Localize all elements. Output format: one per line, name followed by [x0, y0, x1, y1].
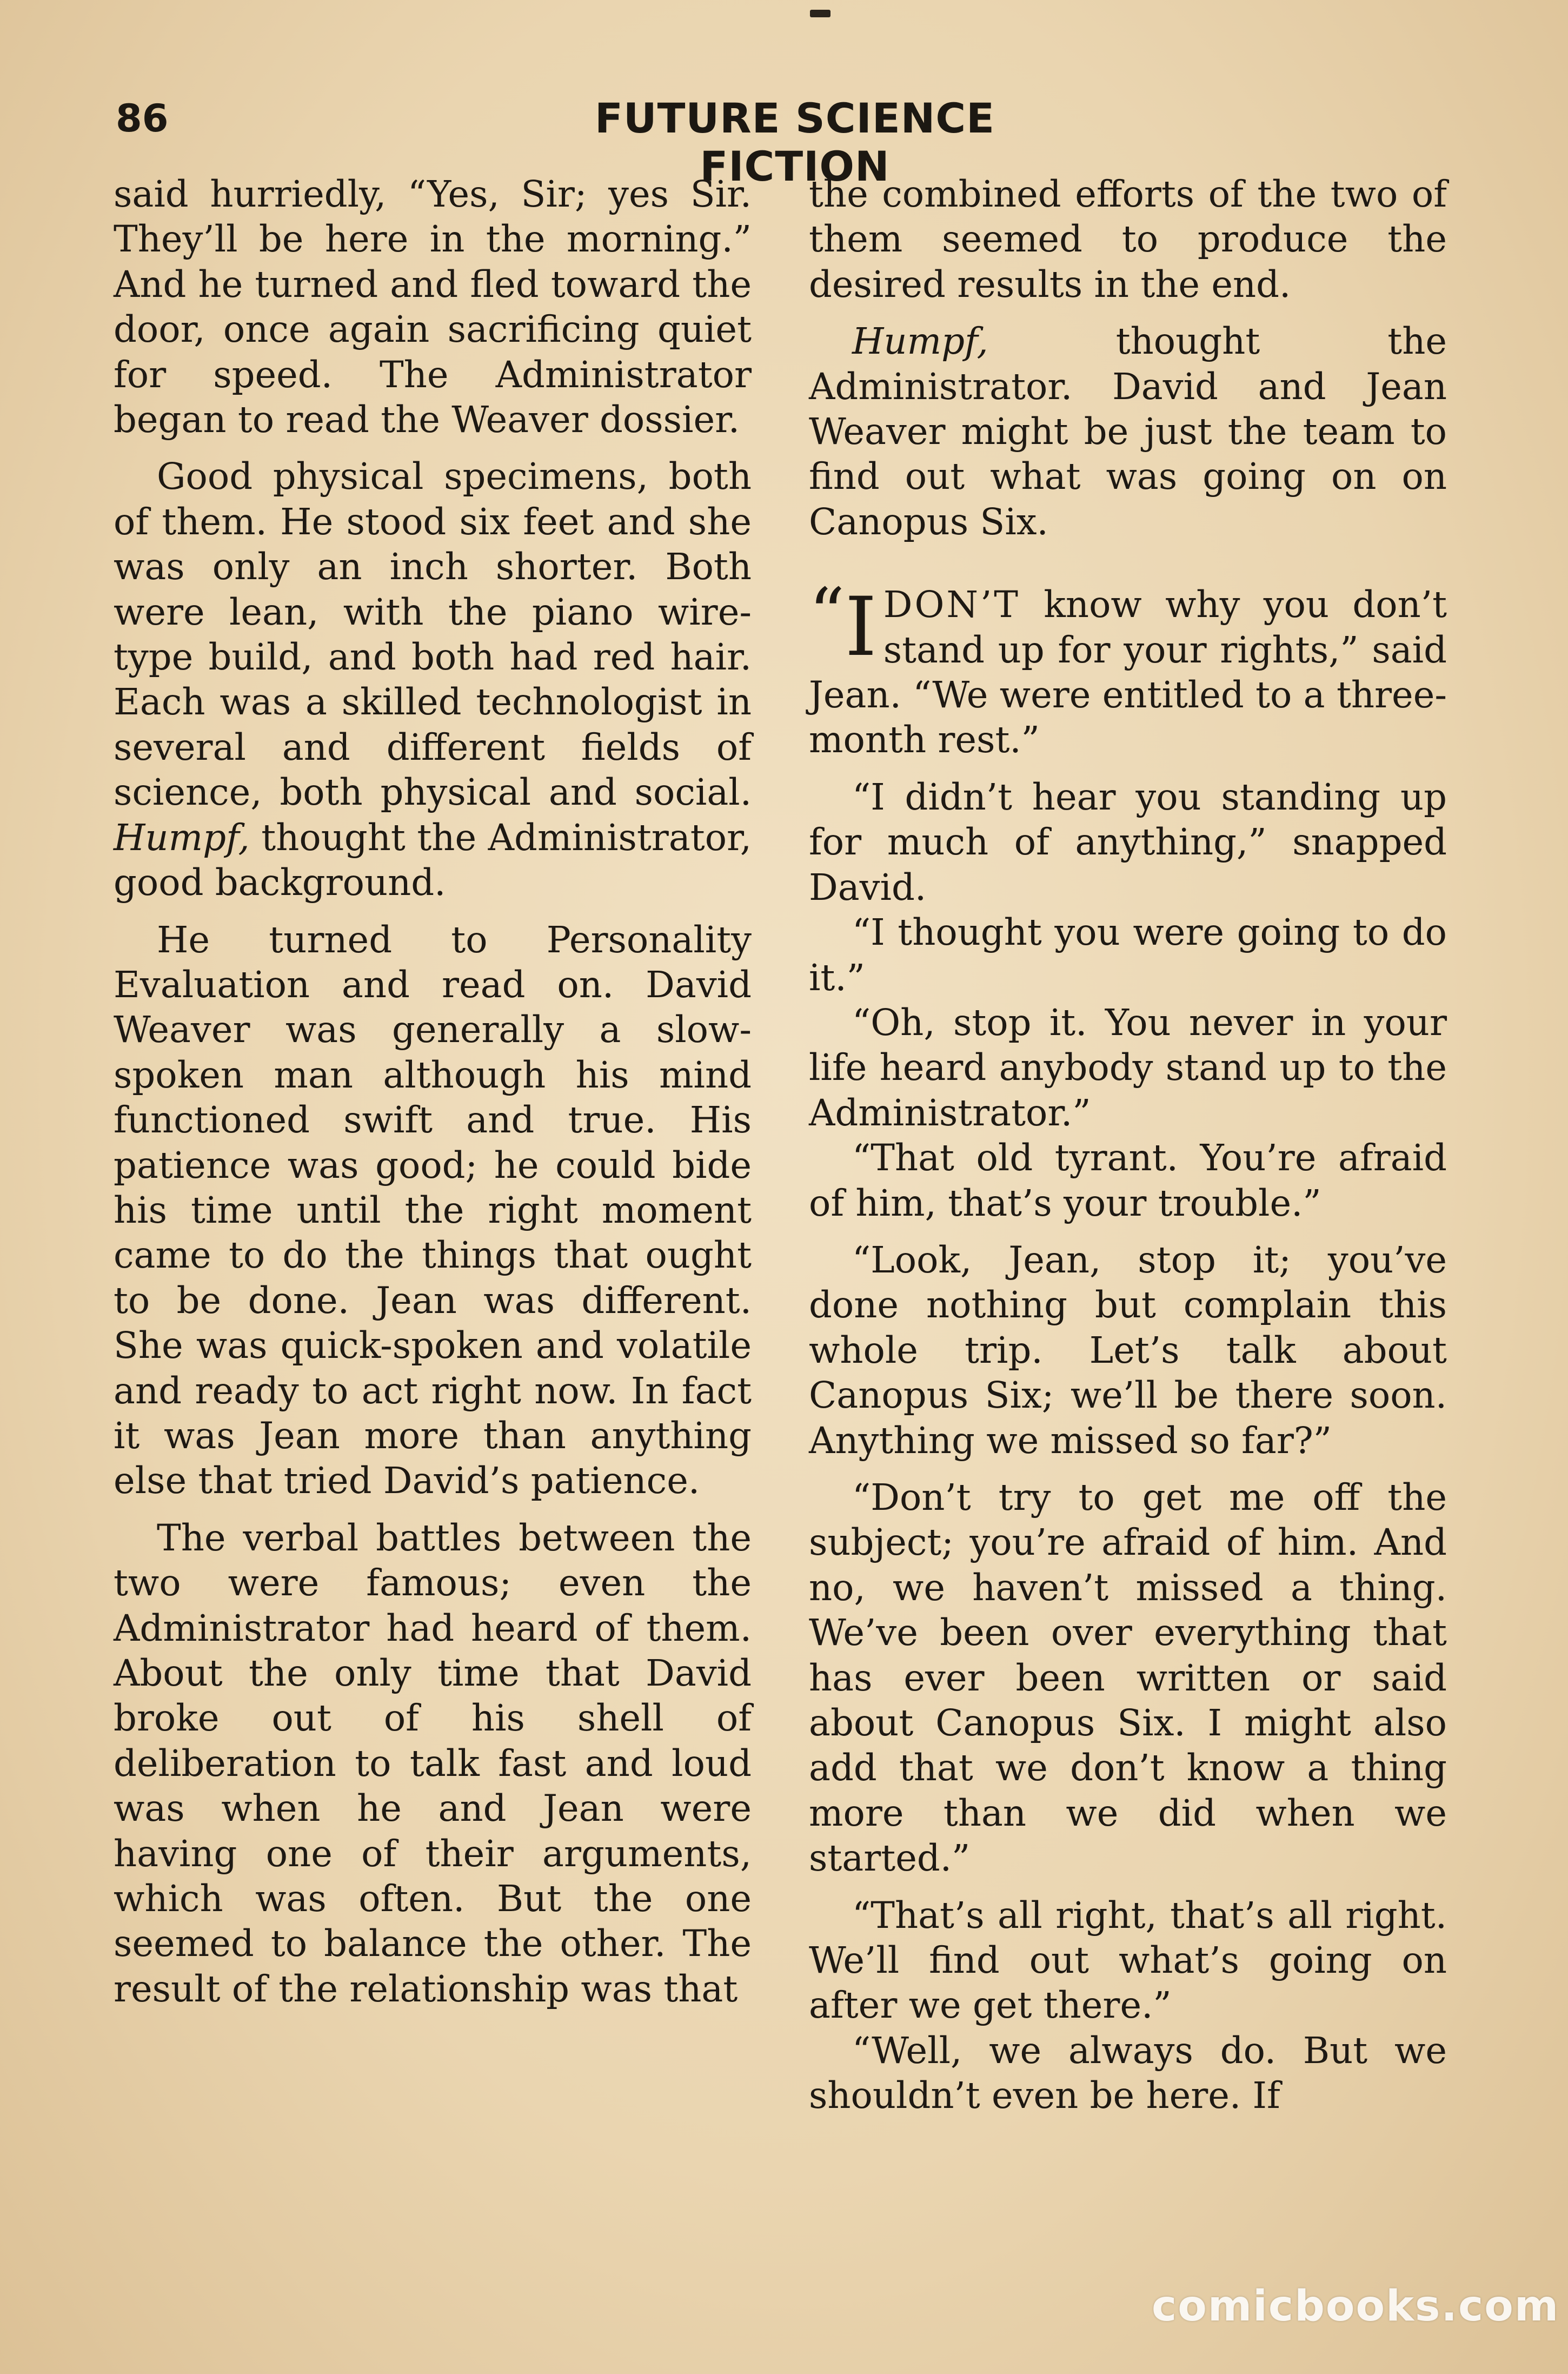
left-column — [114, 172, 752, 2012]
section-opening-paragraph — [809, 573, 1447, 763]
emphasis-text: Humpf, — [852, 320, 988, 363]
paragraph-text: thought the Administrator. David and Jean Weaver might be just the team to find out what was going on on Canopus Six. — [809, 320, 1447, 543]
open-quote: “ — [809, 573, 845, 655]
paragraph: The verbal battles between the two were famous; even the Administrator had heard of them. About the only time that David broke out of his shell of deliberation to talk fast and loud was when he and Jean were having one of their arguments, which was often. But the one seemed to balance the other. The result of the relationship was that — [114, 1516, 752, 2010]
paragraph: “I thought you were going to do it.” — [809, 911, 1447, 999]
paragraph: “Look, Jean, stop it; you’ve done nothing but complain this whole trip. Let’s talk about Canopus Six; we’ll be there soon. Anything we missed so far?” — [809, 1238, 1447, 1462]
print-mark — [810, 10, 830, 17]
paragraph: “Oh, stop it. You never in your life heard anybody stand up to the Administrator.” — [809, 1001, 1447, 1134]
page-number: 86 — [116, 96, 169, 141]
right-column — [809, 172, 1447, 2119]
paragraph — [114, 454, 752, 905]
small-caps-text: DON’T — [883, 583, 1020, 626]
paragraph — [809, 319, 1447, 545]
watermark: comicbooks.com — [1152, 2282, 1560, 2331]
paragraph: He turned to Personality Evaluation and read on. David Weaver was generally a slow-spoken man although his mind functioned swift and true. His patience was good; he could bide his time until the right moment came to do the things that ought to be done. Jean was different. She was quick-spoken and volatile and ready to act right now. In fact it was Jean more than anything else that tried David’s patience. — [114, 918, 752, 1502]
running-title: FUTURE SCIENCE FICTION — [594, 94, 995, 190]
paragraph: “That’s all right, that’s all right. We’ll find out what’s going on after we get there.” — [809, 1894, 1447, 2027]
paragraph-text: Good physical specimens, both of them. He stood six feet and she was only an inch shorter. Both were lean, with the piano wire-type build, and both had red hair. Each was a skilled technologist in several and different fields of science, both physical and social. — [114, 455, 752, 814]
drop-cap-letter: I — [845, 580, 877, 675]
drop-cap — [809, 573, 877, 675]
paragraph: “I didn’t hear you standing up for much of anything,” snapped David. — [809, 775, 1447, 909]
paragraph-text: know why you don’t stand up for your rights,” said Jean. “We were entitled to a three-month rest.” — [809, 583, 1447, 761]
paragraph: the combined efforts of the two of them seemed to produce the desired results in the end. — [809, 173, 1447, 306]
paragraph-text: thought the Administrator, good background. — [114, 816, 752, 904]
paragraph: “That old tyrant. You’re afraid of him, that’s your trouble.” — [809, 1137, 1447, 1224]
paragraph: “Well, we always do. But we shouldn’t even be here. If — [809, 2029, 1447, 2117]
emphasis-text: Humpf, — [114, 816, 250, 859]
paragraph: said hurriedly, “Yes, Sir; yes Sir. They’ll be here in the morning.” And he turned and fled toward the door, once again sacrificing quiet for speed. The Administrator began to read the Weaver dossier. — [114, 173, 752, 441]
paragraph: “Don’t try to get me off the subject; you’re afraid of him. And no, we haven’t missed a thing. We’ve been over everything that has ever been written or said about Canopus Six. I might also add that we don’t know a thing more than we did when we started.” — [809, 1476, 1447, 1880]
